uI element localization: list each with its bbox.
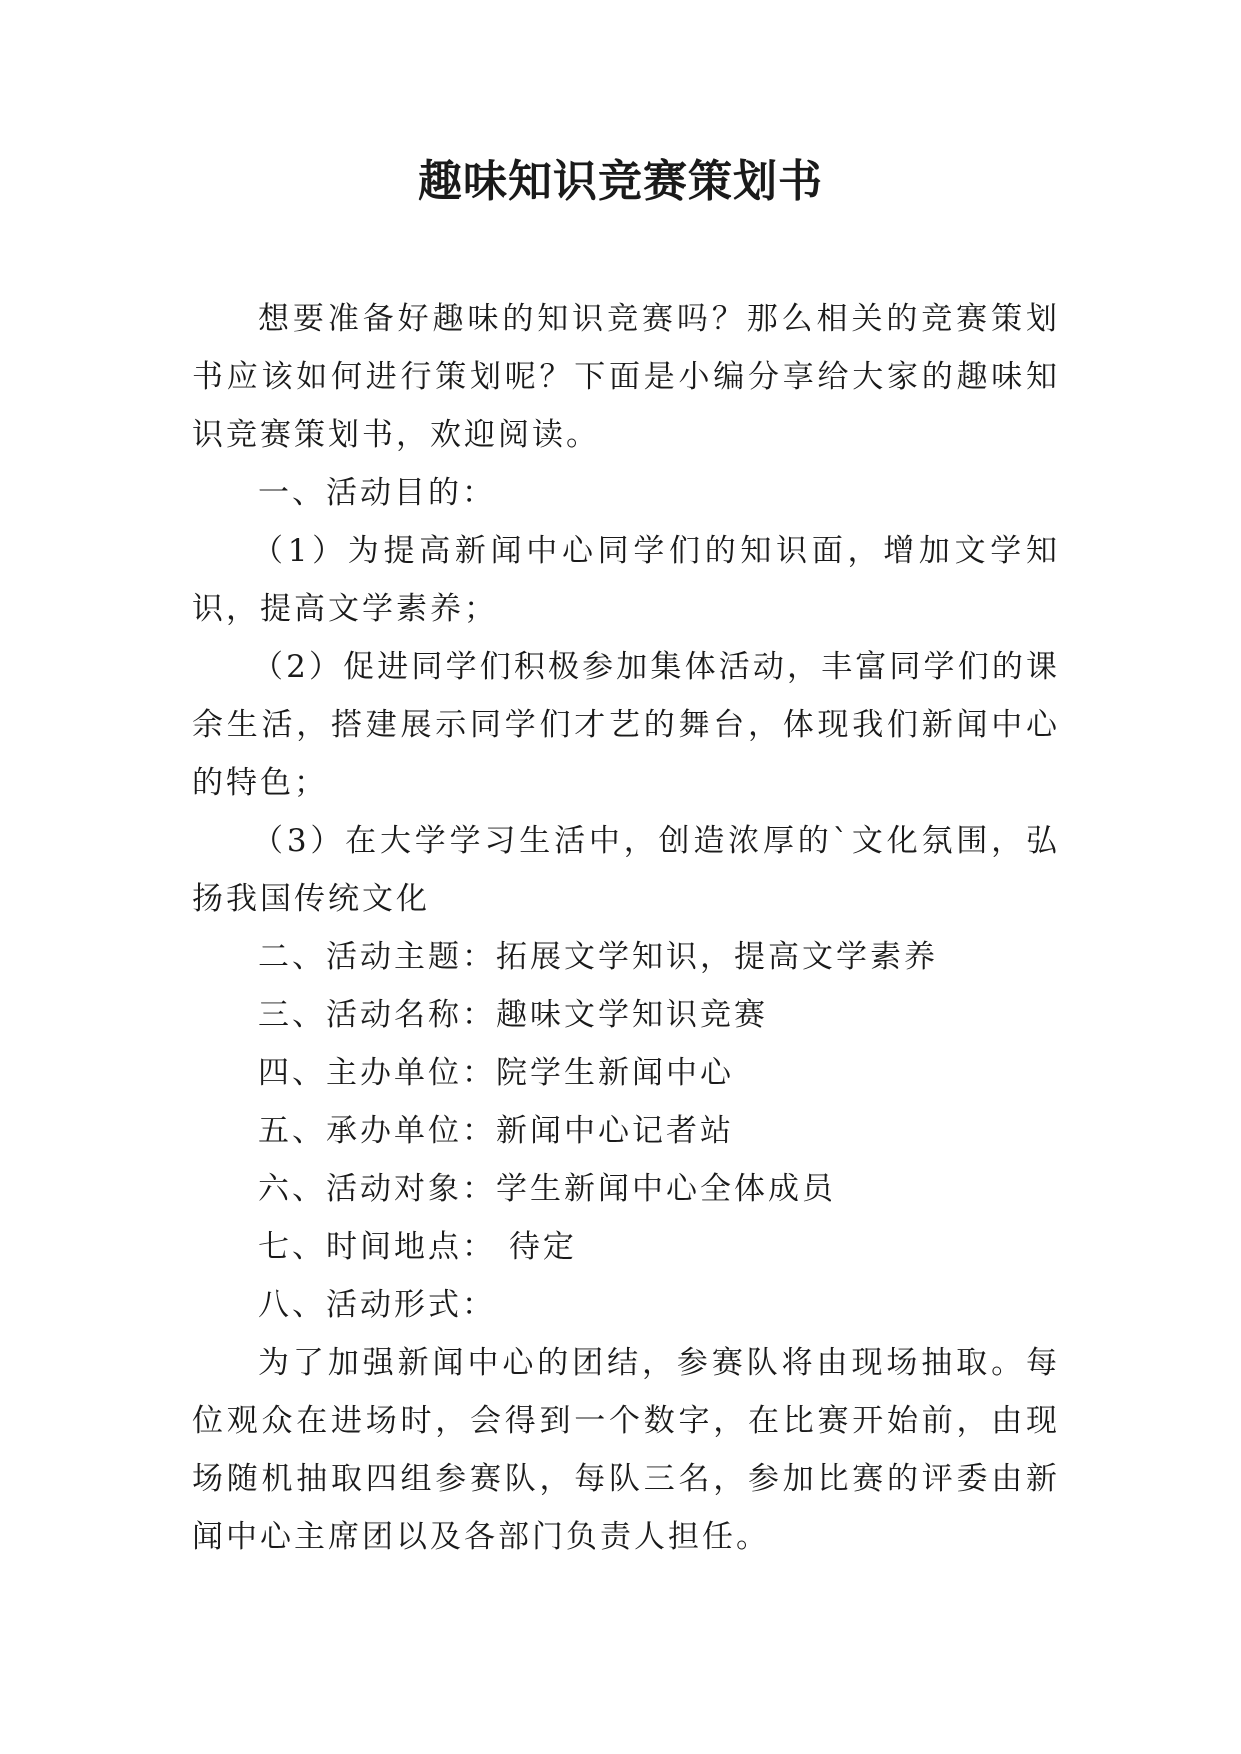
section-participants: 六、活动对象：学生新闻中心全体成员	[258, 1171, 836, 1207]
purpose-item-2: （2）促进同学们积极参加集体活动，丰富同学们的课余生活，搭建展示同学们才艺的舞台，体现我们新闻中心的特色；	[192, 649, 1060, 801]
section-name: 三、活动名称：趣味文学知识竞赛	[258, 997, 768, 1033]
section-format-heading: 八、活动形式：	[258, 1287, 496, 1323]
intro-paragraph: 想要准备好趣味的知识竞赛吗？那么相关的竞赛策划书应该如何进行策划呢？下面是小编分享给大家的趣味知识竞赛策划书，欢迎阅读。	[192, 301, 1060, 453]
format-paragraph: 为了加强新闻中心的团结，参赛队将由现场抽取。每位观众在进场时，会得到一个数字，在比赛开始前，由现场随机抽取四组参赛队，每队三名，参加比赛的评委由新闻中心主席团以及各部门负责人担任。	[192, 1345, 1060, 1555]
section-time-place: 七、时间地点： 待定	[258, 1229, 577, 1265]
section-heading-purpose: 一、活动目的：	[258, 475, 496, 511]
section-co-organizer: 五、承办单位：新闻中心记者站	[258, 1113, 734, 1149]
purpose-item-3: （3）在大学学习生活中，创造浓厚的`文化氛围，弘扬我国传统文化	[192, 823, 1060, 917]
document-title: 趣味知识竞赛策划书	[418, 156, 823, 207]
purpose-item-1: （1）为提高新闻中心同学们的知识面，增加文学知识，提高文学素养；	[192, 533, 1060, 627]
section-organizer: 四、主办单位：院学生新闻中心	[258, 1055, 734, 1091]
document-body	[192, 290, 1060, 1566]
section-theme: 二、活动主题：拓展文学知识，提高文学素养	[258, 939, 938, 975]
